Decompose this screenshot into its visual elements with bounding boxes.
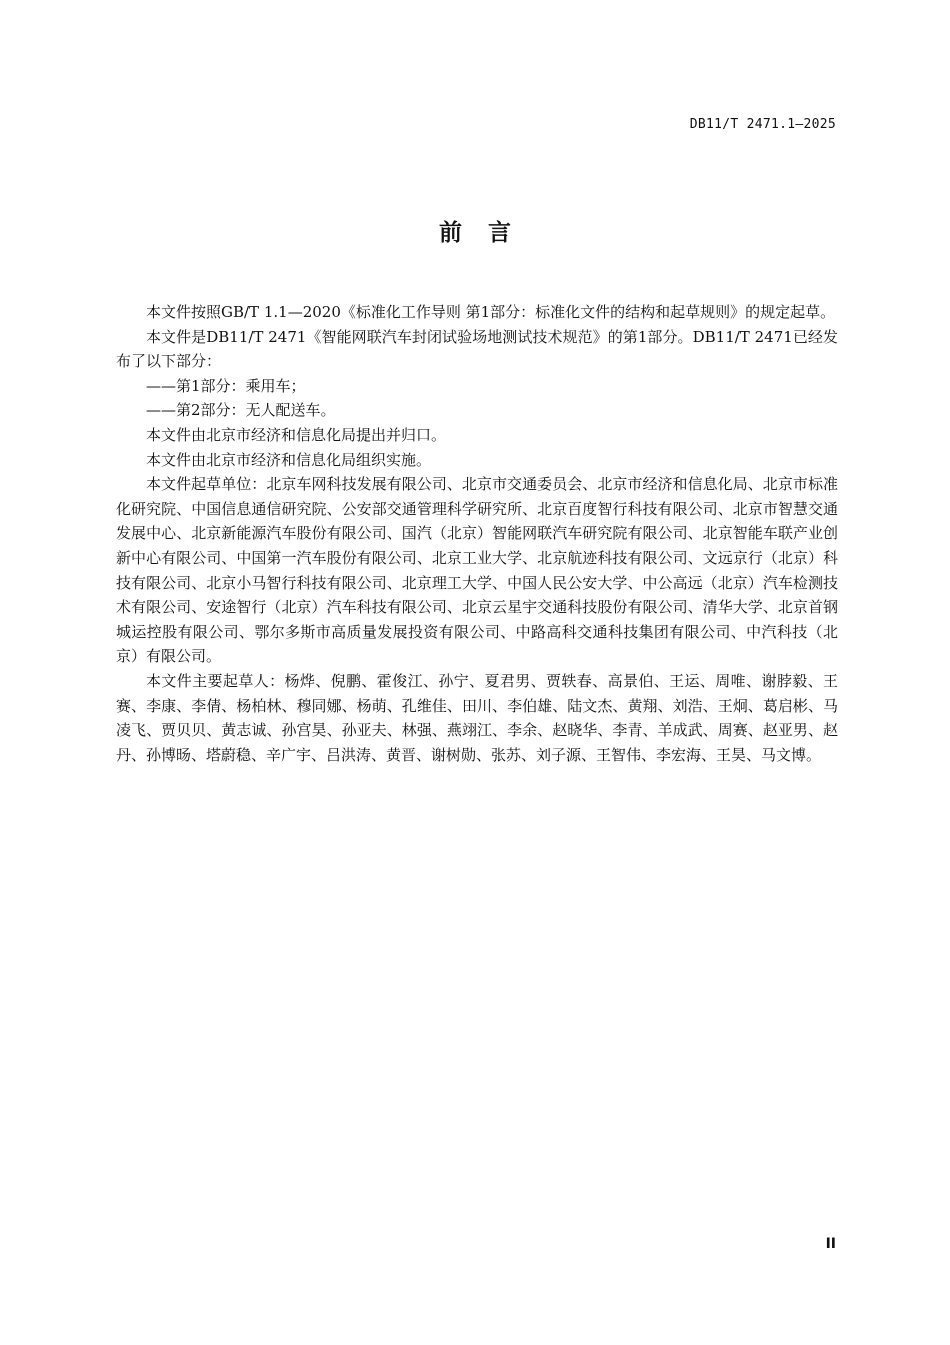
paragraph-drafters: 本文件主要起草人：杨烨、倪鹏、霍俊江、孙宁、夏君男、贾轶春、高景伯、王运、周唯、谢脖毅、王赛、李康、李倩、杨柏林、穆同娜、杨萌、孔维佳、田川、李伯雄、陆文杰、黄翔、刘浩、王炯、葛启彬、马凌飞、贾贝贝、黄志诚、孙宫昊、孙亚夫、林强、燕翊江、李余、赵晓华、李青、羊成武、周赛、赵亚男、赵丹、孙博旸、塔蔚稳、辛广宇、吕洪涛、黄晋、谢树勋、张苏、刘子源、王智伟、李宏海、王昊、马文博。 xyxy=(116,671,838,764)
paragraph-drafting-basis: 本文件按照GB/T 1.1—2020《标准化工作导则 第1部分：标准化文件的结构和起草规则》的规定起草。 xyxy=(146,303,836,321)
list-item-part-1: ——第1部分：乘用车； xyxy=(146,376,306,395)
paragraph-part-intro: 本文件是DB11/T 2471《智能网联汽车封闭试验场地测试技术规范》的第1部分。DB11/T 2471已经发布了以下部分： xyxy=(116,327,838,371)
paragraph-proposer: 本文件由北京市经济和信息化局提出并归口。 xyxy=(146,425,447,444)
list-item-part-2: ——第2部分：无人配送车。 xyxy=(146,401,336,420)
page-number: II xyxy=(825,1236,836,1252)
paragraph-implementer: 本文件由北京市经济和信息化局组织实施。 xyxy=(146,450,432,469)
paragraph-drafting-units: 本文件起草单位：北京车网科技发展有限公司、北京市交通委员会、北京市经济和信息化局、北京市标准化研究院、中国信息通信研究院、公安部交通管理科学研究所、北京百度智行科技有限公司、北京市智慧交通发展中心、北京新能源汽车股份有限公司、国汽（北京）智能网联汽车研究院有限公司、北京智能车联产业创新中心有限公司、中国第一汽车股份有限公司、北京工业大学、北京航迹科技有限公司、文远京行（北京）科技有限公司、北京小马智行科技有限公司、北京理工大学、中国人民公安大学、中公高远（北京）汽车检测技术有限公司、安途智行（北京）汽车科技有限公司、北京云星宇交通科技股份有限公司、清华大学、北京首钢城运控股有限公司、鄂尔多斯市高质量发展投资有限公司、中路高科交通科技集团有限公司、中汽科技（北京）有限公司。 xyxy=(116,475,838,666)
foreword-body xyxy=(116,300,838,767)
page-title: 前言 xyxy=(439,220,537,246)
document-code: DB11/T 2471.1—2025 xyxy=(689,117,836,132)
